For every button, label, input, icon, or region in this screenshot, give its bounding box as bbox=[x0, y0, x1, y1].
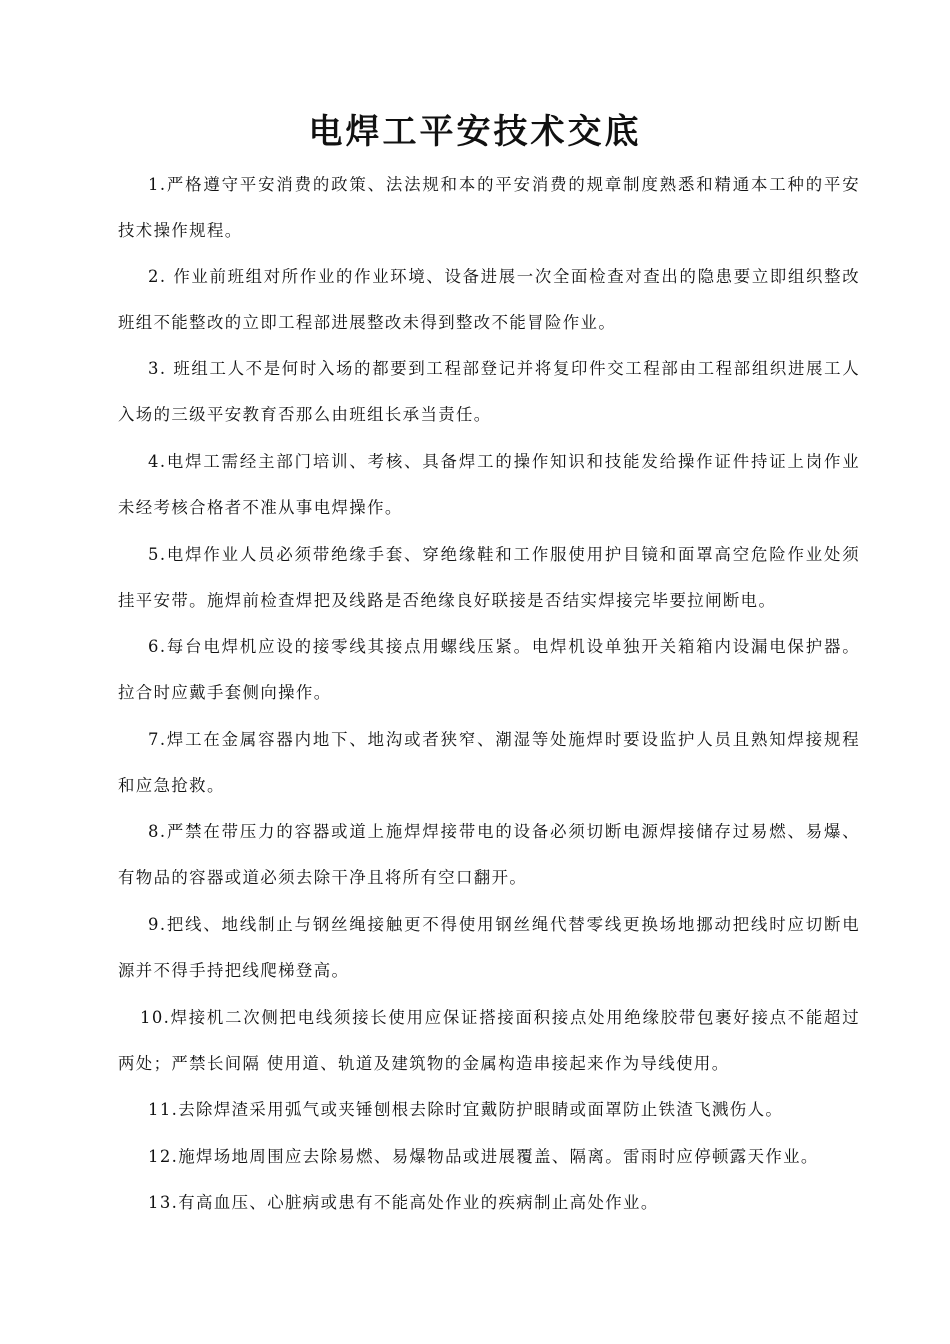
document-title: 电焊工平安技术交底 bbox=[308, 112, 642, 152]
paragraph-7: 7.焊工在金属容器内地下、地沟或者狭窄、潮湿等处施焊时要设监护人员且熟知焊接规程和应急抢救。 bbox=[118, 730, 860, 795]
paragraph-11: 11.去除焊渣采用弧气或夹锤刨根去除时宜戴防护眼睛或面罩防止铁渣飞溅伤人。 bbox=[148, 1100, 784, 1119]
paragraph-3: 3. 班组工人不是何时入场的都要到工程部登记并将复印件交工程部由工程部组织进展工人入场的三级平安教育否那么由班组长承当责任。 bbox=[118, 359, 860, 424]
paragraph-12: 12.施焊场地周围应去除易燃、易爆物品或进展覆盖、隔离。雷雨时应停顿露天作业。 bbox=[148, 1147, 819, 1166]
paragraph-1: 1.严格遵守平安消费的政策、法法规和本的平安消费的规章制度熟悉和精通本工种的平安技术操作规程。 bbox=[118, 175, 860, 240]
paragraph-8: 8.严禁在带压力的容器或道上施焊焊接带电的设备必须切断电源焊接储存过易燃、易爆、有物品的容器或道必须去除干净且将所有空口翻开。 bbox=[118, 822, 860, 887]
paragraph-13: 13.有高血压、心脏病或患有不能高处作业的疾病制止高处作业。 bbox=[148, 1193, 659, 1212]
paragraph-5: 5.电焊作业人员必须带绝缘手套、穿绝缘鞋和工作服使用护目镜和面罩高空危险作业处须挂平安带。施焊前检查焊把及线路是否绝缘良好联接是否结实焊接完毕要拉闸断电。 bbox=[118, 545, 860, 610]
paragraph-4: 4.电焊工需经主部门培训、考核、具备焊工的操作知识和技能发给操作证件持证上岗作业未经考核合格者不准从事电焊操作。 bbox=[118, 452, 860, 517]
paragraph-9: 9.把线、地线制止与钢丝绳接触更不得使用钢丝绳代替零线更换场地挪动把线时应切断电源并不得手持把线爬梯登高。 bbox=[118, 915, 860, 980]
paragraph-2: 2. 作业前班组对所作业的作业环境、设备进展一次全面检查对查出的隐患要立即组织整改班组不能整改的立即工程部进展整改未得到整改不能冒险作业。 bbox=[118, 267, 860, 332]
paragraph-10: 10.焊接机二次侧把电线须接长使用应保证搭接面积接点处用绝缘胶带包裹好接点不能超过两处；严禁长间隔 使用道、轨道及建筑物的金属构造串接起来作为导线使用。 bbox=[118, 1008, 860, 1073]
paragraph-6: 6.每台电焊机应设的接零线其接点用螺线压紧。电焊机设单独开关箱箱内设漏电保护器。拉合时应戴手套侧向操作。 bbox=[118, 637, 860, 702]
